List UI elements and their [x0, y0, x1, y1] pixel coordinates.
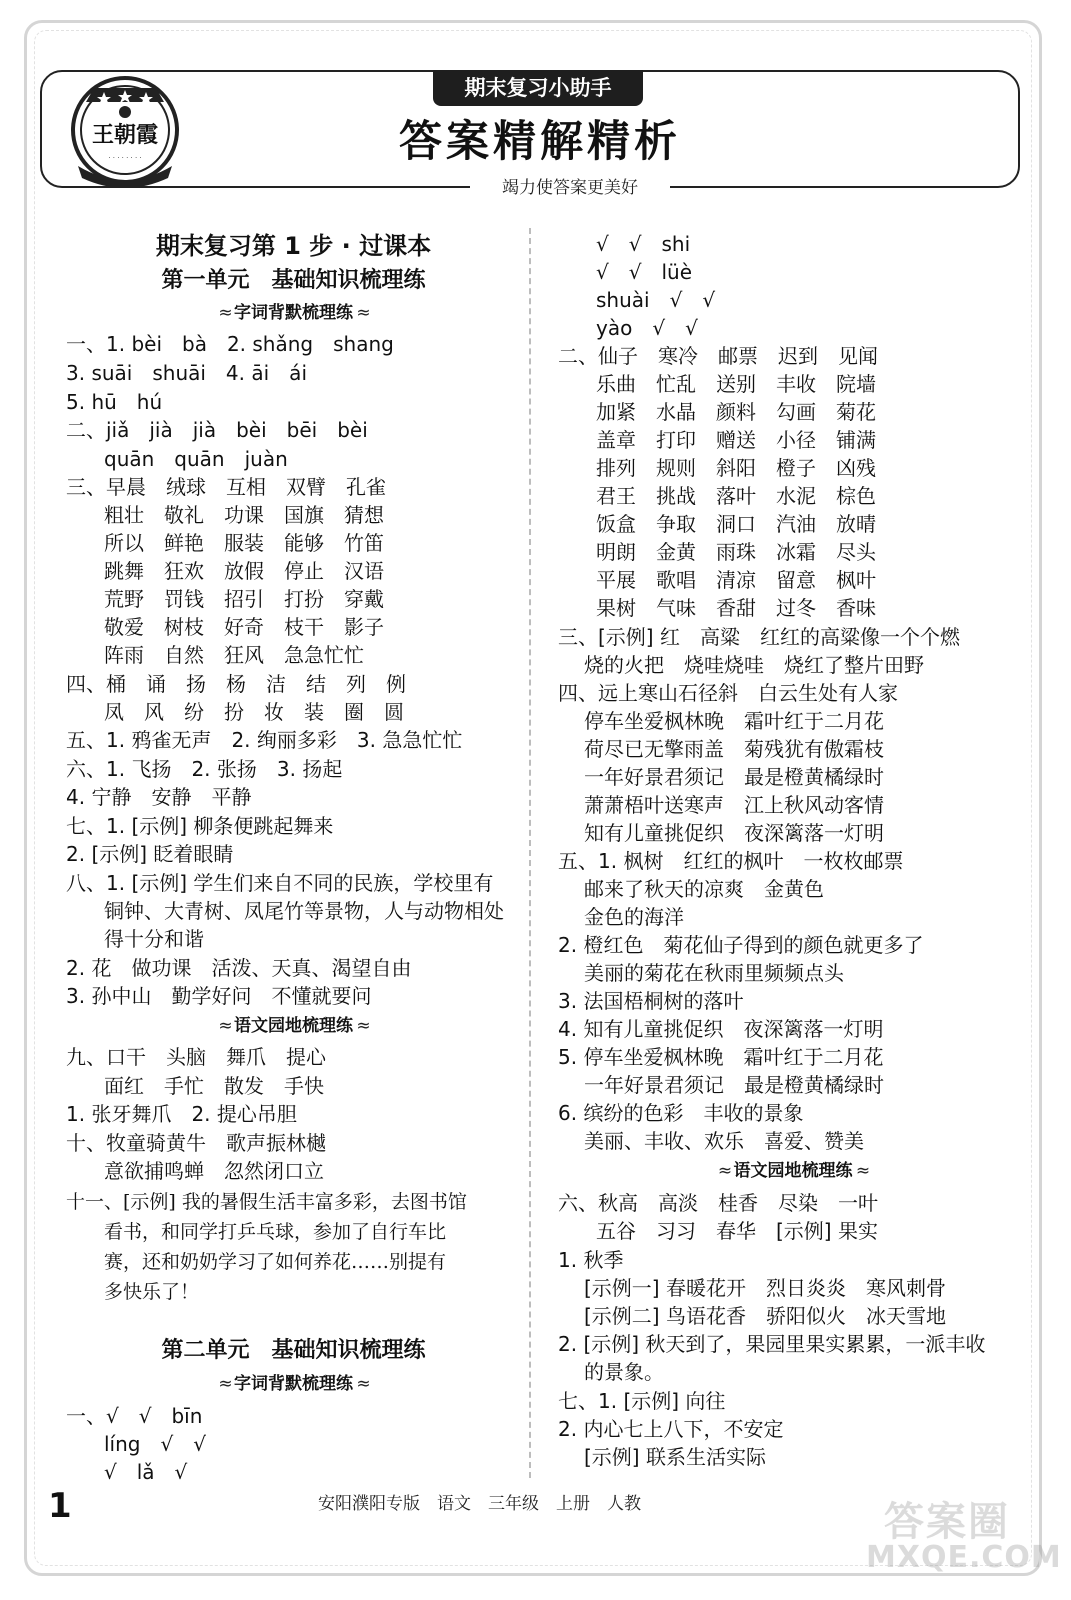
answer-line: 萧萧梧叶送寒声 江上秋风动客情 — [584, 793, 884, 817]
wave-icon: ≈ — [353, 1374, 369, 1394]
svg-text:· · · · · · · ·: · · · · · · · · — [108, 154, 142, 162]
answer-line: 加紧 水晶 颜料 勾画 菊花 — [596, 400, 876, 424]
answer-line: 2. 内心七上八下，不安定 — [558, 1417, 784, 1441]
page-number: 1 — [48, 1486, 72, 1526]
answer-line: 3. 孙中山 勤学好问 不懂就要问 — [66, 984, 372, 1008]
answer-line: 3. 法国梧桐树的落叶 — [558, 989, 744, 1013]
logo-text: 王朝霞 — [91, 122, 159, 148]
answer-line: 1. 秋季 — [558, 1248, 624, 1272]
answer-line: 2. 橙红色 菊花仙子得到的颜色就更多了 — [558, 933, 924, 957]
answer-line: [示例一] 春暖花开 烈日炎炎 寒风刺骨 — [584, 1276, 946, 1300]
answer-line: 美丽的菊花在秋雨里频频点头 — [584, 961, 844, 985]
answer-line: 三、早晨 绒球 互相 双臂 孔雀 — [66, 475, 386, 499]
answer-line: 意欲捕鸣蝉 忽然闭口立 — [104, 1159, 324, 1183]
answer-line: 铜钟、大青树、凤尾竹等景物，人与动物相处 — [104, 899, 504, 923]
answer-line: 排列 规则 斜阳 橙子 凶残 — [596, 456, 876, 480]
wave-icon: ≈ — [218, 303, 234, 323]
answer-line: 6. 缤纷的色彩 丰收的景象 — [558, 1101, 804, 1125]
answer-line: 面红 手忙 散发 手快 — [104, 1074, 324, 1098]
step-heading: 期末复习第 1 步 · 过课本 — [155, 232, 432, 260]
answer-line: [示例] 联系生活实际 — [584, 1445, 766, 1469]
answer-line: 看书，和同学打乒乓球，参加了自行车比 — [104, 1221, 447, 1243]
header-badge: 期末复习小助手 — [433, 70, 643, 106]
answer-line: 六、秋高 高淡 桂香 尽染 一叶 — [558, 1191, 878, 1215]
answer-line: 敬爱 树枝 好奇 枝干 影子 — [104, 615, 384, 639]
answer-line: 四、桶 诵 扬 杨 洁 结 列 例 — [66, 672, 406, 696]
answer-line: 五、1. 枫树 红红的枫叶 一枚枚邮票 — [558, 849, 904, 873]
publisher-logo — [64, 66, 186, 188]
answer-line: 五谷 习习 春华 [示例] 果实 — [596, 1219, 878, 1243]
answer-line: 知有儿童挑促织 夜深篱落一灯明 — [584, 821, 884, 845]
answer-line: líng √ √ — [104, 1432, 206, 1456]
answer-line: 凤 风 纷 扮 妆 装 圈 圆 — [104, 700, 404, 724]
answer-line: 阵雨 自然 狂风 急急忙忙 — [104, 643, 364, 667]
section-heading: ≈ 语文园地梳理练 ≈ — [717, 1161, 869, 1181]
answer-line: 4. 知有儿童挑促织 夜深篱落一灯明 — [558, 1017, 884, 1041]
column-divider — [529, 228, 531, 1478]
watermark-top: 答案圈 — [884, 1499, 1010, 1545]
answer-line: 一年好景君须记 最是橙黄橘绿时 — [584, 1073, 884, 1097]
wave-icon: ≈ — [218, 1374, 234, 1394]
wave-icon: ≈ — [717, 1161, 734, 1181]
answer-line: 粗壮 敬礼 功课 国旗 猜想 — [104, 503, 384, 527]
answer-line: 停车坐爱枫林晚 霜叶红于二月花 — [584, 709, 884, 733]
wave-icon: ≈ — [353, 1016, 369, 1036]
answer-line: 5. hū hú — [66, 390, 163, 414]
answer-line: 2. [示例] 眨着眼睛 — [66, 842, 234, 866]
answer-line: 十、牧童骑黄牛 歌声振林樾 — [66, 1131, 326, 1155]
answer-line: 1. 张牙舞爪 2. 提心吊胆 — [66, 1102, 297, 1126]
unit1-title: 第一单元 基础知识梳理练 — [161, 268, 426, 293]
watermark-bottom: MXQE.COM — [866, 1540, 1062, 1575]
wave-icon: ≈ — [218, 1016, 234, 1036]
answer-line: 跳舞 狂欢 放假 停止 汉语 — [104, 559, 384, 583]
answer-line: 七、1. [示例] 柳条便跳起舞来 — [66, 814, 334, 838]
answer-line: 乐曲 忙乱 送别 丰收 院墙 — [596, 372, 876, 396]
answer-line: 果树 气味 香甜 过冬 香味 — [596, 596, 876, 620]
answer-line: 十一、[示例] 我的暑假生活丰富多彩，去图书馆 — [66, 1191, 467, 1213]
answer-line: 荷尽已无擎雨盖 菊残犹有傲霜枝 — [584, 737, 884, 761]
answer-line: 三、[示例] 红 高粱 红红的高粱像一个个燃 — [558, 625, 960, 649]
answer-line: 一年好景君须记 最是橙黄橘绿时 — [584, 765, 884, 789]
answer-line: √ lǎ √ — [104, 1460, 188, 1484]
answer-line: 一、√ √ bīn — [66, 1404, 203, 1428]
answer-line: 平展 歌唱 清凉 留意 枫叶 — [596, 568, 876, 592]
wave-icon: ≈ — [852, 1161, 869, 1181]
answer-line: yào √ √ — [596, 316, 698, 340]
answer-line: 的景象。 — [584, 1360, 664, 1384]
answer-line: 2. 花 做功课 活泼、天真、渴望自由 — [66, 956, 412, 980]
page-subtitle: 竭力使答案更美好 — [470, 173, 670, 198]
answer-line: 盖章 打印 赠送 小径 铺满 — [596, 428, 876, 452]
unit2-title: 第二单元 基础知识梳理练 — [161, 1338, 426, 1363]
answer-line: 所以 鲜艳 服装 能够 竹笛 — [104, 531, 384, 555]
answer-line: 四、远上寒山石径斜 白云生处有人家 — [558, 681, 898, 705]
answer-line: 八、1. [示例] 学生们来自不同的民族，学校里有 — [66, 871, 494, 895]
answer-line: √ √ lüè — [596, 260, 693, 284]
answer-line: 二、仙子 寒冷 邮票 迟到 见闻 — [558, 344, 878, 368]
answer-line: 饭盒 争取 洞口 汽油 放晴 — [596, 512, 876, 536]
answer-line: 赛，还和奶奶学习了如何养花……别提有 — [104, 1251, 447, 1273]
answer-line: 荒野 罚钱 招引 打扮 穿戴 — [104, 587, 384, 611]
answer-line: 2. [示例] 秋天到了，果园里果实累累，一派丰收 — [558, 1332, 986, 1356]
answer-line: 明朗 金黄 雨珠 冰霜 尽头 — [596, 540, 876, 564]
answer-line: [示例二] 鸟语花香 骄阳似火 冰天雪地 — [584, 1304, 946, 1328]
page-title: 答案精解精析 — [399, 117, 681, 167]
answer-line: 3. suāi shuāi 4. āi ái — [66, 361, 307, 385]
edition-info: 安阳濮阳专版 语文 三年级 上册 人教 — [318, 1494, 641, 1514]
section-heading: ≈ 字词背默梳理练 ≈ — [218, 1374, 369, 1394]
answer-line: 得十分和谐 — [104, 927, 204, 951]
answer-line: shuài √ √ — [596, 288, 716, 312]
answer-line: 五、1. 鸦雀无声 2. 绚丽多彩 3. 急急忙忙 — [66, 728, 463, 752]
watermark — [858, 1490, 1062, 1585]
answer-line: 烧的火把 烧哇烧哇 烧红了整片田野 — [584, 653, 924, 677]
answer-line: quān quān juàn — [104, 447, 288, 471]
answer-line: 金色的海洋 — [584, 905, 684, 929]
answer-line: 二、jiǎ jià jià bèi bēi bèi — [66, 418, 368, 442]
answer-line: 邮来了秋天的凉爽 金黄色 — [584, 877, 824, 901]
section-heading: ≈ 字词背默梳理练 ≈ — [218, 303, 369, 323]
answer-line: 美丽、丰收、欢乐 喜爱、赞美 — [584, 1129, 864, 1153]
answer-line: 君王 挑战 落叶 水泥 棕色 — [596, 484, 876, 508]
section-heading: ≈ 语文园地梳理练 ≈ — [218, 1016, 369, 1036]
answer-line: 七、1. [示例] 向往 — [558, 1389, 726, 1413]
answer-line: 六、1. 飞扬 2. 张扬 3. 扬起 — [66, 757, 343, 781]
answer-line: 多快乐了！ — [104, 1281, 200, 1303]
answer-line: 一、1. bèi bà 2. shǎng shang — [66, 332, 394, 356]
answer-line: √ √ shi — [596, 232, 691, 256]
answer-line: 5. 停车坐爱枫林晚 霜叶红于二月花 — [558, 1045, 884, 1069]
answer-line: 4. 宁静 安静 平静 — [66, 785, 252, 809]
wave-icon: ≈ — [353, 303, 369, 323]
answer-line: 九、口干 头脑 舞爪 提心 — [66, 1045, 326, 1069]
